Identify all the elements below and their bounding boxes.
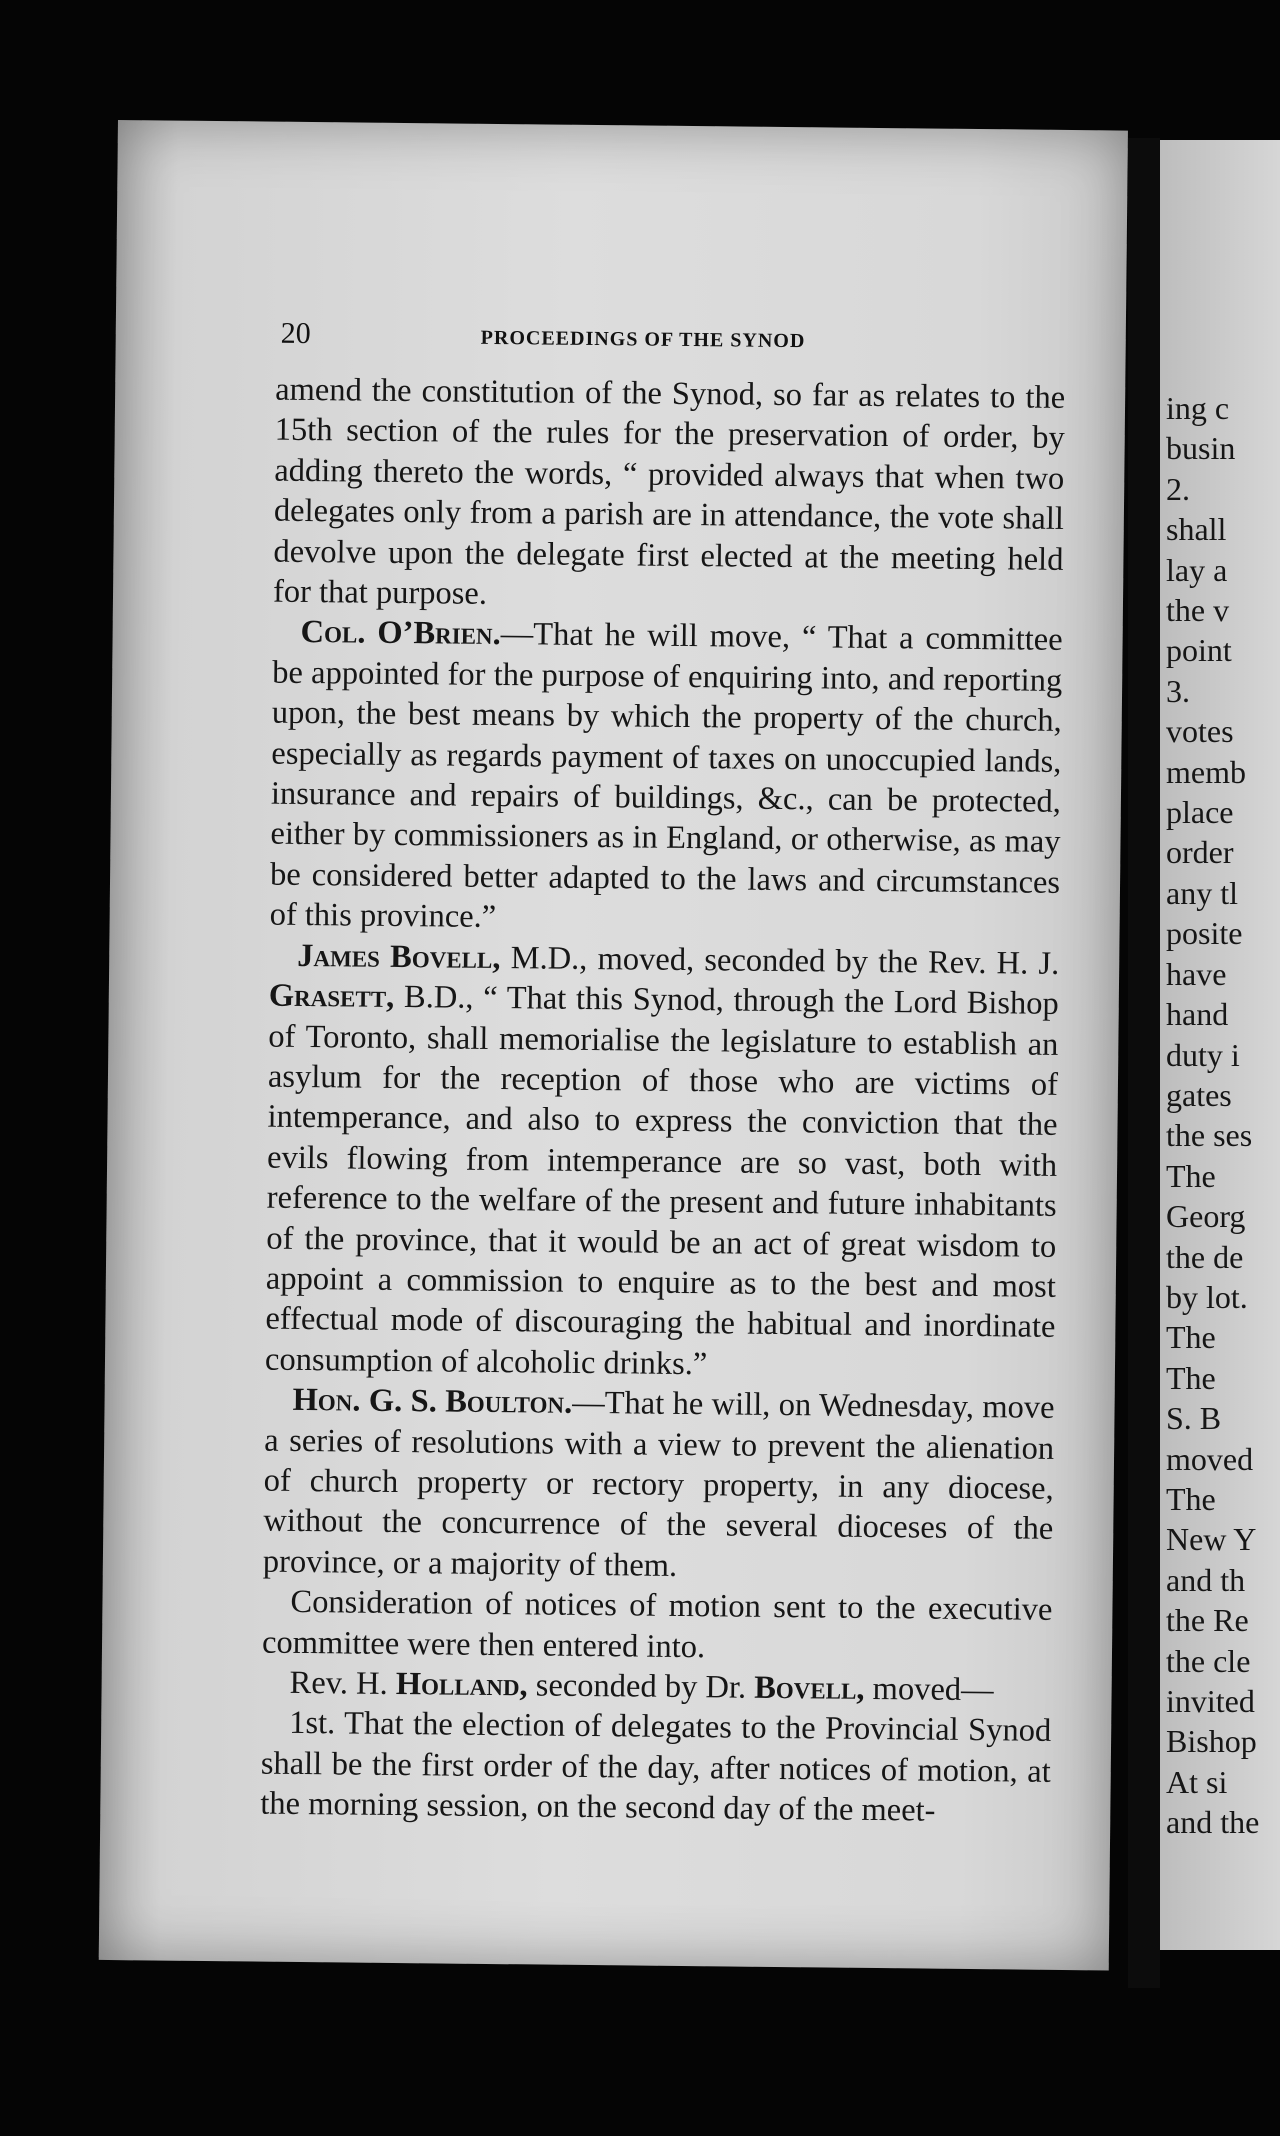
facing-page-line: point — [1166, 632, 1232, 669]
facing-page-line: order — [1166, 834, 1234, 871]
paragraph-obrien-motion — [269, 612, 1062, 944]
paragraph-amendment: amend the constitution of the Synod, so far as relates to the 15th section of the rules for the preservation of order, by adding thereto the words, “ provided always that when two delegates only from a parish are in attendance, the vote shall devolve upon the delegate first elected at the meeting held for that purpose. — [272, 371, 1066, 612]
running-title: PROCEEDINGS OF THE SYNOD — [480, 326, 806, 353]
motion-text: —That he will move, “ That a committee be appointed for the purpose of enquiring into, and reporting upon, the best means by which the property of the church, especially as regards payment of taxes on unoccupied lands, insurance and repairs of buildings, &c., can be protected, either by commissioners as in England, or otherwise, as may be considered better adapted to the laws and circumstances of this province.” — [269, 616, 1063, 936]
facing-page-line: Bishop — [1166, 1723, 1257, 1760]
facing-page-line: The — [1166, 1157, 1216, 1194]
facing-page-line: New Y — [1166, 1521, 1257, 1558]
facing-page-line: by lot. — [1166, 1278, 1248, 1315]
speaker-name: Col. O’Brien. — [300, 614, 501, 653]
motion-text: M.D., moved, seconded by the Rev. H. J. — [500, 939, 1060, 982]
facing-page-line: the v — [1166, 592, 1230, 629]
facing-page-line: The — [1166, 1480, 1216, 1517]
facing-page-line: votes — [1166, 713, 1234, 750]
facing-page-line: place — [1166, 794, 1234, 831]
facing-page-line: moved — [1166, 1440, 1254, 1477]
facing-page-line: the Re — [1166, 1602, 1249, 1639]
facing-page-line: any tl — [1166, 874, 1238, 911]
paragraph-consideration: Consideration of notices of motion sent to the executive committee were then entered into. — [261, 1584, 1053, 1665]
facing-page-line: and the — [1166, 1804, 1260, 1841]
speaker-name: Holland, — [395, 1665, 528, 1704]
facing-page-line: At si — [1166, 1763, 1228, 1800]
facing-page-line: and th — [1166, 1561, 1246, 1598]
motion-text: —That he will, on Wednesday, move a series of resolutions with a view to prevent the alienation of church property or rectory property, in any diocese, without the concurrence of the several dioceses of the province, or a majority of them. — [262, 1384, 1055, 1584]
paragraph-first-resolution: 1st. That the election of delegates to the Provincial Synod shall be the first order of the day, after notices of motion, at the morning session, on the second day of the meet- — [260, 1705, 1052, 1829]
facing-page-line: Georg — [1166, 1198, 1246, 1235]
seconder-name: Grasett, — [268, 977, 395, 1016]
motion-prefix: Rev. H. — [289, 1664, 397, 1702]
page-header — [281, 317, 1001, 365]
facing-page-line: the cle — [1166, 1642, 1251, 1679]
seconder-name: Bovell, — [754, 1669, 865, 1707]
facing-page — [1160, 140, 1280, 1950]
facing-page-line: the ses — [1166, 1117, 1253, 1154]
facing-page-line: ing c — [1166, 390, 1230, 426]
paragraph-bovell-motion — [265, 935, 1060, 1388]
facing-page-line: have — [1166, 955, 1227, 992]
facing-page-line: 3. — [1166, 672, 1190, 709]
page-number: 20 — [280, 316, 311, 351]
facing-page-line: hand — [1166, 996, 1229, 1033]
speaker-name: James Bovell, — [297, 937, 501, 976]
body-text — [260, 370, 1065, 1833]
motion-text: seconded by Dr. — [527, 1667, 755, 1706]
facing-page-line: posite — [1166, 915, 1243, 952]
facing-page-text — [1166, 388, 1280, 1843]
facing-page-line: memb — [1166, 753, 1246, 790]
facing-page-line: invited — [1166, 1683, 1255, 1719]
facing-page-line: 2. — [1166, 470, 1190, 507]
speaker-name: Hon. G. S. Boulton. — [292, 1382, 573, 1421]
facing-page-line: The — [1166, 1359, 1216, 1396]
facing-page-line: S. B — [1166, 1400, 1222, 1437]
facing-page-line: lay a — [1166, 551, 1228, 588]
facing-page-line: duty i — [1166, 1036, 1240, 1073]
motion-text: B.D., “ That this Synod, through the Lord Bishop of Toronto, shall memorialise the legislature to establish an asylum for the reception of those who are victims of intemperance, and also to express the conviction that the evils flowing from intemperance are so vast, both with reference to the welfare of the present and future inhabitants of the province, that it would be an act of great wisdom to appoint a commission to enquire as to the best and most effectual mode of discouraging the habitual and inordinate consumption of alcoholic drinks.” — [264, 979, 1059, 1382]
book-gutter — [1128, 138, 1160, 1988]
facing-page-line: gates — [1166, 1076, 1232, 1113]
book-page — [99, 120, 1128, 1970]
motion-text: moved— — [864, 1670, 994, 1709]
facing-page-line: The — [1166, 1319, 1216, 1356]
paragraph-boulton-motion — [263, 1380, 1055, 1590]
facing-page-line: busin — [1166, 430, 1236, 467]
facing-page-line: the de — [1166, 1238, 1244, 1275]
facing-page-line: shall — [1166, 511, 1227, 548]
